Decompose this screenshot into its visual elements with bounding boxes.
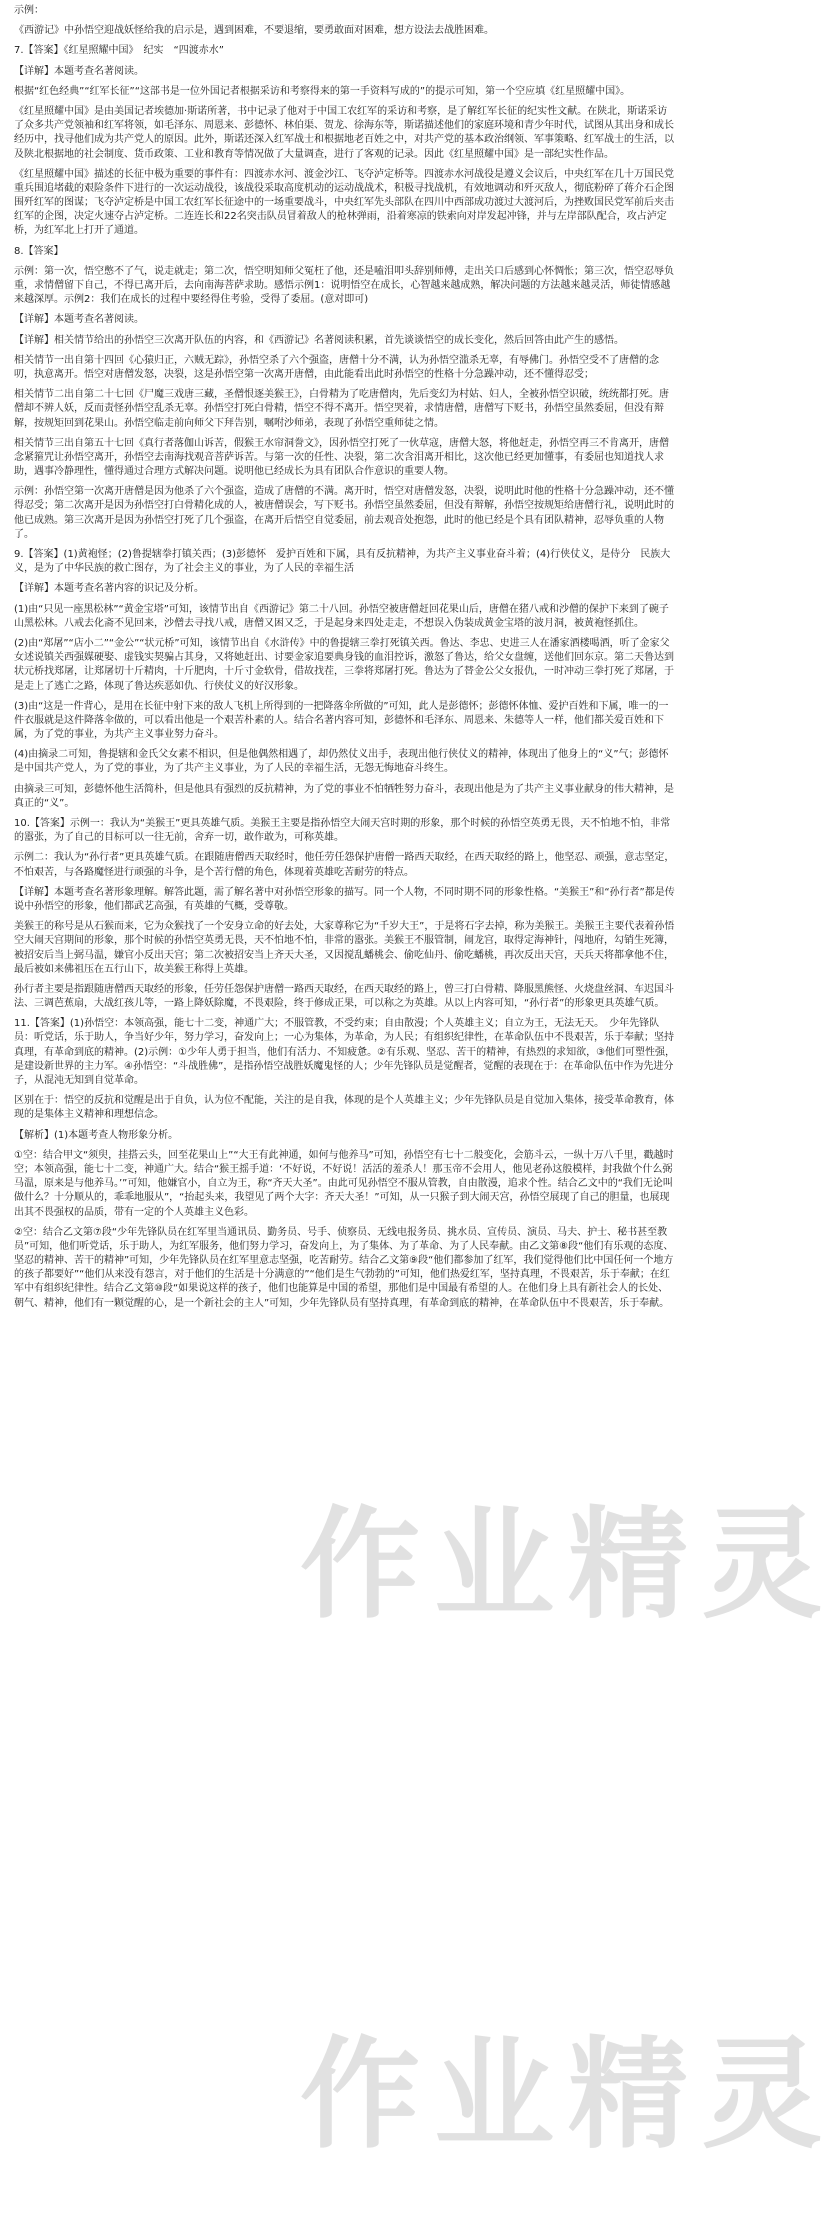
paragraph: (2)由“郑屠”“店小二”“金公”“状元桥”可知，该情节出自《水浒传》中的鲁提辖三拳打死镇关西。鲁达、李忠、史进三人在潘家酒楼喝酒，听了金家父女述说镇关西强媒硬娶、虚钱实契骗占其身，又将她赶出、讨要金家追要典身钱的血泪控诉，激怒了鲁达，给父女盘缠，送他们回东京。第二天鲁达到状元桥找郑屠，让郑屠切十斤精肉，十斤肥肉，十斤寸金软骨，借故找茬，三拳将郑屠打死。鲁达为了替金公父女报仇，一时冲动三拳打死了郑屠，于是走上了逃亡之路，体现了鲁达疾恶如仇、行侠仗义的好汉形象。 xyxy=(14,637,674,692)
document-body xyxy=(0,0,690,1311)
paragraph: 示例：孙悟空第一次离开唐僧是因为他杀了六个强盗，造成了唐僧的不满。离开时，悟空对唐僧发怒，决裂，说明此时他的性格十分急躁冲动，还不懂得忍受；第二次离开是因为孙悟空打白骨精化成的人，被唐僧误会，写下贬书。孙悟空虽然委屈，但没有辩解，孙悟空按规矩给唐僧行礼，说明此时的他已成熟。第三次离开是因为孙悟空打死了几个强盗，在离开后悟空自觉委屈，前去观音处抱怨，此时的他已经是个具有团队精神，忍辱负重的人物了。 xyxy=(14,486,674,540)
paragraph: ①空：结合甲文“须臾，挂搭云头，回至花果山上”“大王有此神通，如何与他养马”可知，孙悟空有七十二般变化，会筋斗云，一纵十万八千里，戳越时空；本领高强，能七十二变，神通广大。结合“猴王摇手道：‘不好说，不好说！活活的羞杀人！那玉帝不会用人，他见老孙这般模样，封我做个什么弼马温，原来是与他养马。’”可知，他嫌官小，自立为王，称“齐天大圣”。由此可见孙悟空不服从管教，自由散漫，追求个性。结合乙文中的“我们无论叫做什么？十分顺从的，乖乖地服从”，“抬起头来，我望见了两个大字：齐天大圣！”可知，从一只猴子到大闹天宫，孙悟空展现了自己的胆量，也展现出其不畏强权的品质，带有一定的个人英雄主义色彩。 xyxy=(14,1149,674,1218)
paragraph: 示例：第一次，悟空憋不了气，说走就走；第二次，悟空明知师父冤枉了他，还是嗑泪叩头辞别师傅，走出关口后感到心怀惆怅；第三次，悟空忍辱负重，求情僧留下自己，不得已离开后，去向南海菩萨求助。感悟示例1：说明悟空在成长，心智越来越成熟，解决问题的方法越来越灵活，师徒情感越来越深厚。示例2：我们在成长的过程中要经得住考验，受得了委屈。(意对即可) xyxy=(14,265,674,306)
paragraph: 示例： xyxy=(14,5,44,16)
paragraph: 9.【答案】(1)黄袍怪；(2)鲁提辖拳打镇关西；(3)彭德怀 爱护百姓和下属，具有反抗精神，为共产主义事业奋斗着；(4)行侠仗义，是侍分 民族大义，是为了中华民族的救亡图存，为了社会主义的事业，为了人民的幸福生活 xyxy=(14,549,671,575)
paragraph: 【详解】本题考查名著阅读。 xyxy=(14,314,144,326)
paragraph: 《西游记》中孙悟空迎战妖怪给我的启示是，遇到困难，不要退缩，要勇敢面对困难，想方设法去战胜困难。 xyxy=(14,25,494,37)
paragraph: 【详解】本题考查名著形象理解。解答此题，需了解名著中对孙悟空形象的描写。同一个人物，不同时期不同的形象性格。“美猴王”和“孙行者”都是传说中孙悟空的形象，他们都武艺高强，有英雄的气概，受尊敬。 xyxy=(14,886,675,912)
paragraph: 《红星照耀中国》是由美国记者埃德加·斯诺所著，书中记录了他对于中国工农红军的采访和考察，是了解红军长征的纪实性文献。在陕北，斯诺采访了众多共产党领袖和红军将领，如毛泽东、周恩来、彭德怀、林伯渠、贺龙、徐海东等，斯诺描述他们的家庭环境和青少年时代，试图从其出身和成长经历中，找寻他们成为共产党人的原因。此外，斯诺还深入红军战士和根据地老百姓之中，对共产党的基本政治纲领、军事策略、红军战士的生活，以及陕北根据地的社会制度、货币政策、工业和教育等情况做了大量调查，进行了客观的记录。因此《红星照耀中国》是一部纪实性作品。 xyxy=(14,105,674,160)
paragraph: 【详解】本题考查名著内容的识记及分析。 xyxy=(14,583,204,595)
paragraph: 11.【答案】(1)孙悟空：本领高强，能七十二变，神通广大；不服管教，不受约束；自由散漫；个人英雄主义；自立为王，无法无天。 少年先锋队员：听党话，乐于助人，争当好少年，努力学习，奋发向上；一心为集体，为革命，为人民；有组织纪律性，在革命队伍中不畏艰苦，乐于奉献；坚持真理，有革命到底的精神。(2)示例：①少年人勇于担当，他们有活力、不知疲惫。②有乐观、坚忍、苦干的精神，有热烈的求知欲，③他们可塑性强，是建设新世界的主力军。④孙悟空：“斗战胜佛”，是指孙悟空战胜妖魔鬼怪的人；少年先锋队员是觉醒者，觉醒的表现在于：在革命队伍中作为先进分子，从混沌无知到自觉革命。 xyxy=(14,1018,676,1086)
paragraph: 美猴王的称号是从石猴而来，它为众猴找了一个安身立命的好去处，大家尊称它为“千岁大王”，于是将石字去掉，称为美猴王。美猴王主要代表着孙悟空大闹天宫期间的形象，那个时候的孙悟空英勇无畏，天不怕地不怕，非常的嚣张。美猴王不服管制，闹龙宫，取得定海神针，闯地府，勾销生死簿，被招安后当上弼马温，嫌官小反出天宫；第二次被招安当上齐天大圣，又因搅乱蟠桃会、偷吃仙丹、偷吃蟠桃，再次反出天宫，天兵天将都拿他不住，最后被如来佛祖压在五行山下，故美猴王称得上英雄。 xyxy=(14,921,675,975)
paragraph: 相关情节三出自第五十七回《真行者落伽山诉苦，假猴王水帘洞誊文》，因孙悟空打死了一伙草寇，唐僧大怒，将他赶走，孙悟空再三不肯离开，唐僧念紧箍咒让孙悟空离开，孙悟空去南海找观音菩萨诉苦。与第一次的任性、决裂，第二次含泪离开相比，这次他已经更加懂事，有委屈也知道找人求助，遇事冷静理性，懂得通过合理方式解决问题。说明他已经成长为具有团队合作意识的重要人物。 xyxy=(14,437,669,478)
paragraph: (3)由“这是一件背心，是用在长征中射下来的敌人飞机上所得到的一把降落伞所做的”可知，此人是彭德怀；彭德怀体恤、爱护百姓和下属，唯一的一件衣服就是这件降落伞做的，可以看出他是一个艰苦朴素的人。结合名著内容可知，彭德怀和毛泽东、周恩来、朱德等人一样，他们都关爱百姓和下属，为了党的事业，为共产主义事业努力奋斗。 xyxy=(14,700,669,741)
paragraph: 由摘录三可知，彭德怀他生活简朴，但是他具有强烈的反抗精神，为了党的事业不怕牺牲努力奋斗，表现出他是为了共产主义事业献身的伟大精神，是真正的“义”。 xyxy=(14,783,674,809)
paragraph: 相关情节二出自第二十七回《尸魔三戏唐三藏，圣僧恨逐美猴王》，白骨精为了吃唐僧肉，先后变幻为村姑、妇人，全被孙悟空识破，统统都打死。唐僧却不辨人妖，反而责怪孙悟空乱杀无辜。孙悟空打死白骨精，悟空不得不离开。悟空哭着，求情唐僧，唐僧写下贬书，孙悟空虽然委屈，但没有辩解，按规矩回到花果山。孙悟空临走前向师父下拜告别，嘱咐沙师弟，表现了孙悟空重师徒之情。 xyxy=(14,389,669,429)
watermark: 作业精灵 xyxy=(300,2024,836,2165)
paragraph: 10.【答案】示例一：我认为“美猴王”更具英雄气质。美猴王主要是指孙悟空大闹天宫时期的形象，那个时候的孙悟空英勇无畏，天不怕地不怕，非常的嚣张，为了自己的目标可以一往无前，舍弃一切，敢作敢为，可称英雄。 xyxy=(14,818,671,844)
paragraph: 【详解】相关情节给出的孙悟空三次离开队伍的内容，和《西游记》名著阅读积累，首先谈谈悟空的成长变化，然后回答由此产生的感悟。 xyxy=(14,334,624,346)
paragraph: 【详解】本题考查名著阅读。 xyxy=(14,65,144,77)
paragraph: 示例二：我认为“孙行者”更具英雄气质。在跟随唐僧西天取经时，他任劳任怨保护唐僧一路西天取经，在西天取经的路上，他坚忍、顽强，意志坚定，不怕艰苦，与各路魔怪进行顽强的斗争，是个苦行僧的角色，体现着英雄吃苦耐劳的特点。 xyxy=(14,852,675,878)
watermark: 作业精灵 xyxy=(300,1494,836,1635)
paragraph: 相关情节一出自第十四回《心猿归正，六贼无踪》，孙悟空杀了六个强盗，唐僧十分不满，认为孙悟空滥杀无辜，有辱佛门。孙悟空受不了唐僧的念叨，执意离开。悟空对唐僧发怒，决裂，这是孙悟空第一次离开唐僧，由此能看出此时孙悟空的性格十分急躁冲动，还不懂得忍受； xyxy=(14,354,659,380)
paragraph: ②空：结合乙文第⑦段“少年先锋队员在红军里当通讯员、勤务员、号手、侦察员、无线电报务员、挑水员、宣传员、演员、马夫、护士、秘书甚至教员”可知，他们听党话，乐于助人，为红军服务，他们努力学习，奋发向上，为了集体、为了革命、为了人民奉献。由乙文第⑧段“他们有乐观的态度、坚忍的精神、苦干的精神”可知，少年先锋队员在红军里意志坚强，吃苦耐劳。结合乙文第⑨段“他们都参加了红军，我们觉得他们比中国任何一个地方的孩子都要好”“他们从来没有怨言，对于他们的生活是十分满意的”“他们是生气勃勃的”可知，他们热爱红军，坚持真理，不畏艰苦，乐于奉献；在红军中有组织纪律性。结合乙文第⑩段“如果说这样的孩子，他们也能算是中国的希望，那他们是中国最有希望的人。在他们身上具有新社会人的长处、朝气、精神，他们有一颗觉醒的心，是一个新社会的主人”可知，少年先锋队员有坚持真理，有革命到底的精神，在革命队伍中不畏艰苦，乐于奉献。 xyxy=(14,1226,674,1309)
paragraph: (4)由摘录二可知，鲁提辖和金氏父女素不相识，但是他偶然相遇了，却仍然仗义出手，表现出他行侠仗义的精神，体现出了他身上的“义”气；彭德怀是中国共产党人，为了党的事业，为了共产主义事业，为了人民的幸福生活，无怨无悔地奋斗终生。 xyxy=(14,749,669,775)
paragraph: 孙行者主要是指跟随唐僧西天取经的形象，任劳任怨保护唐僧一路西天取经，在西天取经的路上，曾三打白骨精、降服黑熊怪、火烧盘丝洞、车迟国斗法、三调芭蕉扇，大战红孩儿等，一路上降妖除魔，不畏艰险，终于修成正果，可以称之为英雄。从以上内容可知，“孙行者”的形象更具英雄气质。 xyxy=(14,983,674,1010)
paragraph: 8.【答案】 xyxy=(14,245,64,257)
paragraph: (1)由“只见一座黑松林”“黄金宝塔”可知，该情节出自《西游记》第二十八回。孙悟空被唐僧赶回花果山后，唐僧在猪八戒和沙僧的保护下来到了碗子山黑松林。八戒去化斋不见回来，沙僧去寻找八戒，唐僧又困又乏，于是起身来四处走走，不想误入伪装成黄金宝塔的波月洞，被黄袍怪抓住。 xyxy=(14,603,669,629)
paragraph: 【解析】(1)本题考查人物形象分析。 xyxy=(14,1129,179,1141)
paragraph: 7.【答案】《红星照耀中国》 纪实 “四渡赤水” xyxy=(14,45,224,57)
paragraph: 区别在于：悟空的反抗和觉醒是出于自负，认为位不配能，关注的是自我，体现的是个人英雄主义；少年先锋队员是自觉加入集体，接受革命教育，体现的是集体主义精神和理想信念。 xyxy=(14,1095,674,1121)
paragraph: 《红星照耀中国》描述的长征中极为重要的事件有：四渡赤水河、渡金沙江、飞夺泸定桥等。四渡赤水河战役是遵义会议后，中央红军在几十万国民党重兵围追堵截的艰险条件下进行的一次运动战役，该战役采取高度机动的运动战战术，积极寻找战机，有效地调动和歼灭敌人，彻底粉碎了蒋介石企图围歼红军的图谋；飞夺泸定桥是中国工农红军长征途中的一场重要战斗，中央红军先头部队在四川中西部成功渡过大渡河后，为挫败国民党军前后夹击红军的企图，决定火速夺占泸定桥。二连连长和22名突击队员冒着敌人的枪林弹雨，沿着寒凉的铁索向对岸发起冲锋，并与左岸部队配合，攻占泸定桥，为红军北上打开了通道。 xyxy=(14,168,674,237)
paragraph: 根据“红色经典”“红军长征”“这部书是一位外国记者根据采访和考察得来的第一手资料写成的”的提示可知，第一个空应填《红星照耀中国》。 xyxy=(14,85,631,97)
